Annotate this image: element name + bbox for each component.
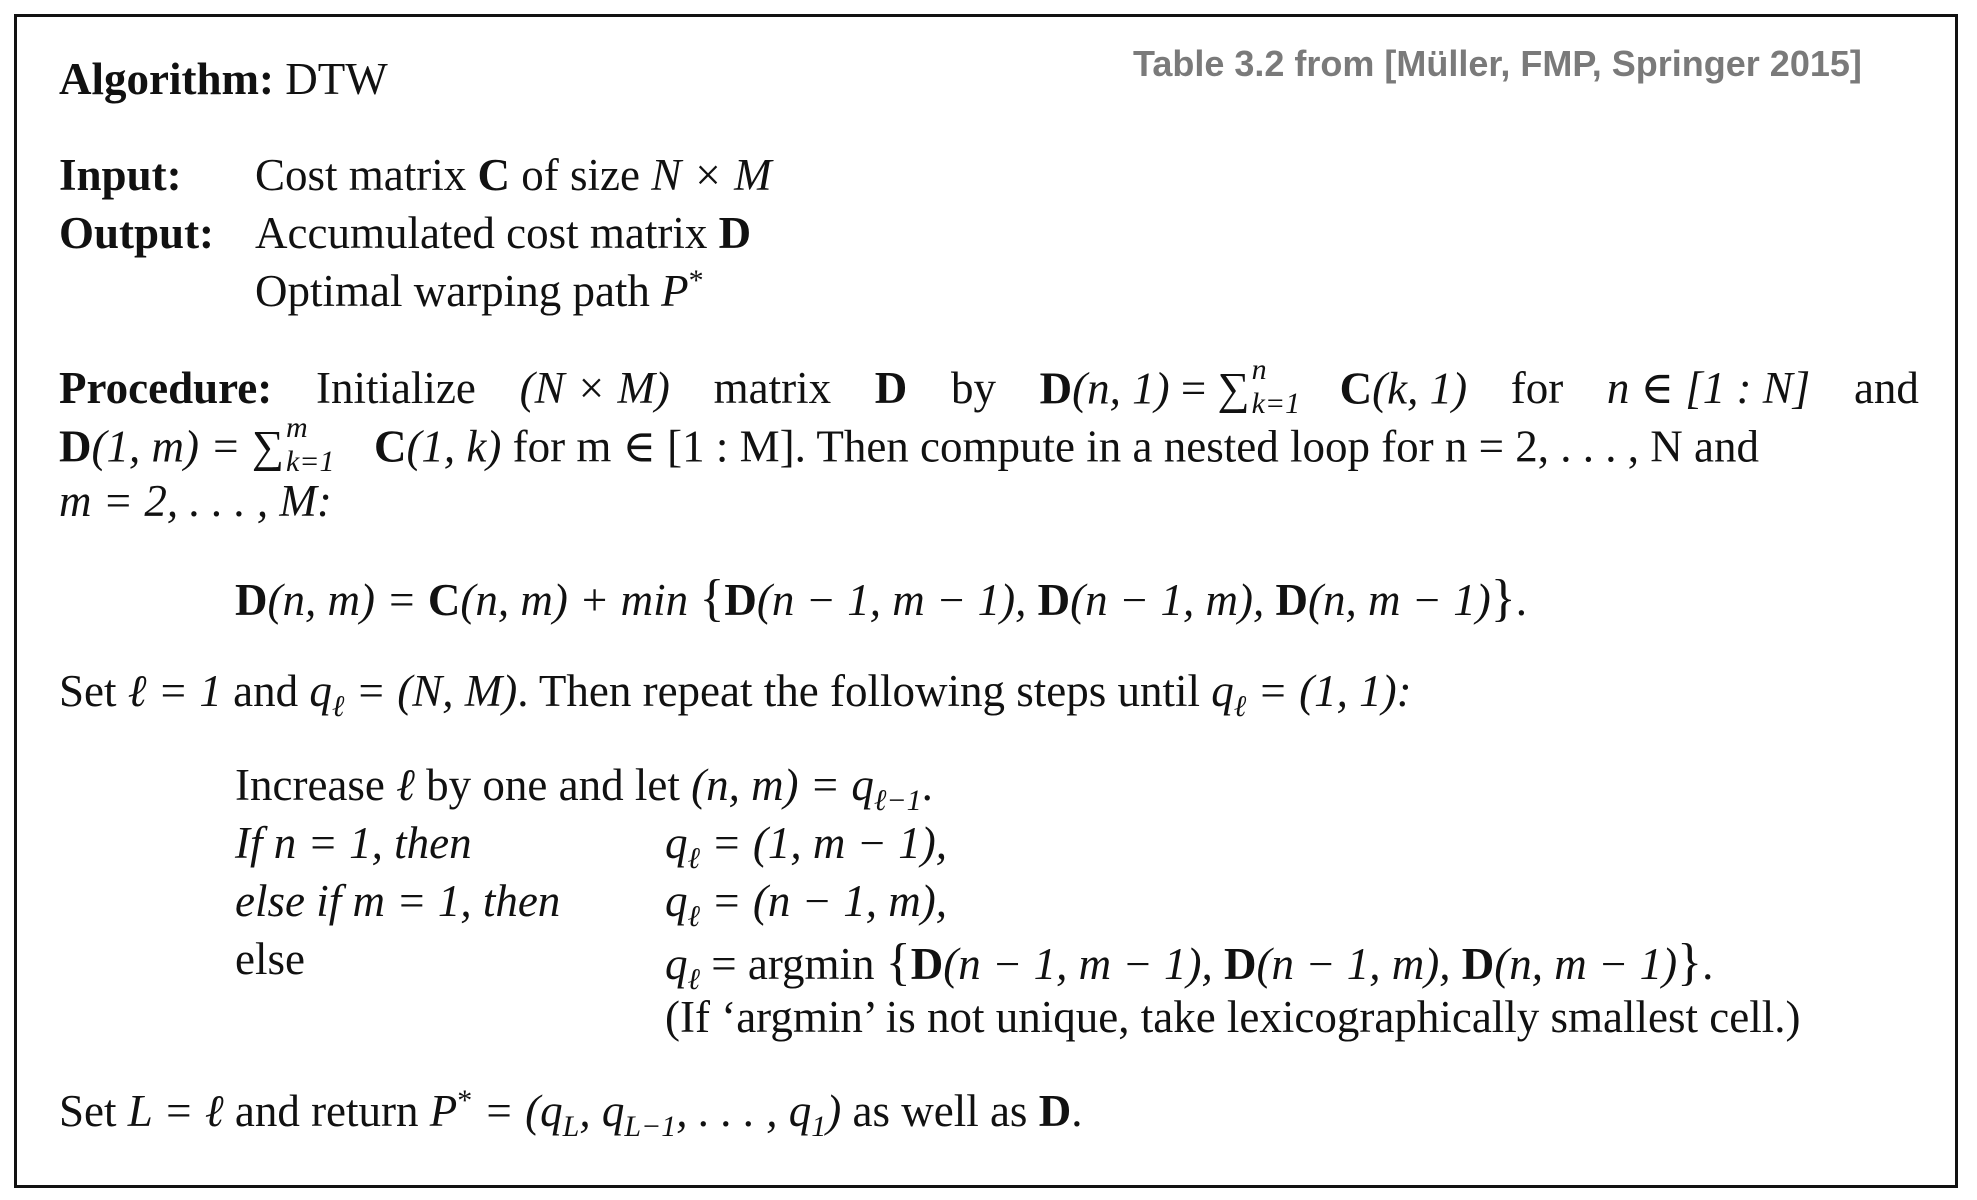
procedure-line-2: D(1, m) = ∑ m k=1 C(1, k) for m ∈ [1 : M]. Then compute in a nested loop for n = 2, . . . , N and — [59, 411, 1760, 478]
output-label: Output: — [59, 208, 215, 258]
step-elseif-left: else if m = 1, then — [235, 876, 561, 926]
final-line: Set L = ℓ and return $P^* = (q_L$, $q_{L-1}$, . . . , $q_1$) as well as D. — [59, 1084, 1083, 1143]
input-label: Input: — [59, 150, 182, 200]
source-citation: Table 3.2 from [Müller, FMP, Springer 2015] — [1133, 43, 1862, 84]
step-argmin-note: (If ‘argmin’ is not unique, take lexicographically smallest cell.) — [665, 992, 1801, 1042]
algorithm-label: Algorithm: — [59, 54, 274, 104]
recurrence-equation: D(n, m) = C(n, m) + min {D(n − 1, m − 1), D(n − 1, m), D(n, m − 1)}. — [235, 570, 1528, 627]
algorithm-name: DTW — [285, 54, 388, 104]
procedure-line-1: Procedure: Initialize (N × M) matrix D by D(n, 1) = ∑ n k=1 C(k, 1) for n ∈ [1 : N] and — [59, 353, 1919, 420]
step-elseif-right: $q_\ell = (n - 1$, m), — [665, 876, 947, 933]
procedure-label: Procedure: — [59, 363, 273, 414]
step-increase: Increase ℓ by one and let (n, $m) = q_{\ell-1}$. — [235, 760, 933, 817]
algorithm-box — [14, 14, 1958, 1188]
output-line-1: Accumulated cost matrix D — [255, 208, 752, 258]
procedure-line-3: m = 2, . . . , M: — [59, 476, 332, 526]
input-text: Cost matrix C of size N × M — [255, 150, 772, 200]
step-if-right: $q_\ell = (1$, m − 1), — [665, 818, 947, 875]
step-else-left: else — [235, 934, 305, 984]
step-if-left: If n = 1, then — [235, 818, 472, 868]
set-line: Set ℓ = 1 and $q_\ell = (N$, M). Then repeat the following steps until $q_\ell = (1$, 1): — [59, 666, 1412, 723]
output-line-2: Optimal warping path P* — [255, 264, 704, 316]
step-else-right: $q_\ell = argmin$ {D(n − 1, m − 1), D(n − 1, m), D(n, m − 1)}. — [665, 934, 1714, 996]
algorithm-title — [59, 54, 388, 104]
